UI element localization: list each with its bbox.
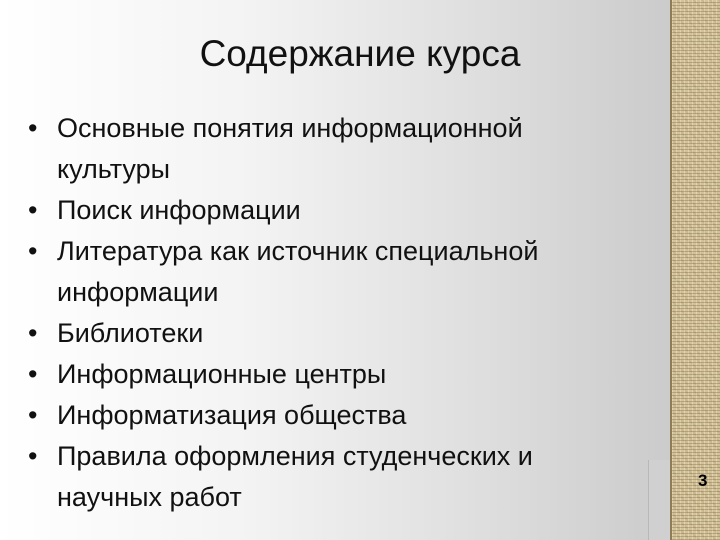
list-item-line: Информационные центры [57, 359, 387, 389]
decorative-texture-strip [670, 0, 720, 540]
bullet-icon: • [28, 236, 38, 266]
list-item-line: Информатизация общества [57, 400, 407, 430]
list-item [28, 231, 633, 313]
list-item [28, 313, 633, 354]
list-item-line: Поиск информации [57, 195, 301, 225]
list-item-line: Правила оформления студенческих и [57, 441, 533, 471]
bullet-icon: • [28, 359, 38, 389]
bullet-icon: • [28, 113, 38, 143]
page-number: 3 [698, 471, 708, 490]
list-item [28, 108, 633, 190]
slide-title: Содержание курса [199, 33, 521, 74]
list-item-line: культуры [57, 154, 171, 184]
list-item [28, 436, 633, 518]
bullet-icon: • [28, 441, 38, 471]
list-item [28, 395, 633, 436]
bullet-icon: • [28, 318, 38, 348]
bullet-icon: • [28, 400, 38, 430]
content-list [28, 108, 633, 518]
list-item [28, 354, 633, 395]
list-item-line: Библиотеки [57, 318, 204, 348]
list-item-line: научных работ [57, 482, 242, 512]
list-item [28, 190, 633, 231]
bullet-icon: • [28, 195, 38, 225]
list-item-line: информации [57, 277, 219, 307]
list-item-line: Основные понятия информационной [57, 113, 523, 143]
list-item-line: Литература как источник специальной [57, 236, 539, 266]
